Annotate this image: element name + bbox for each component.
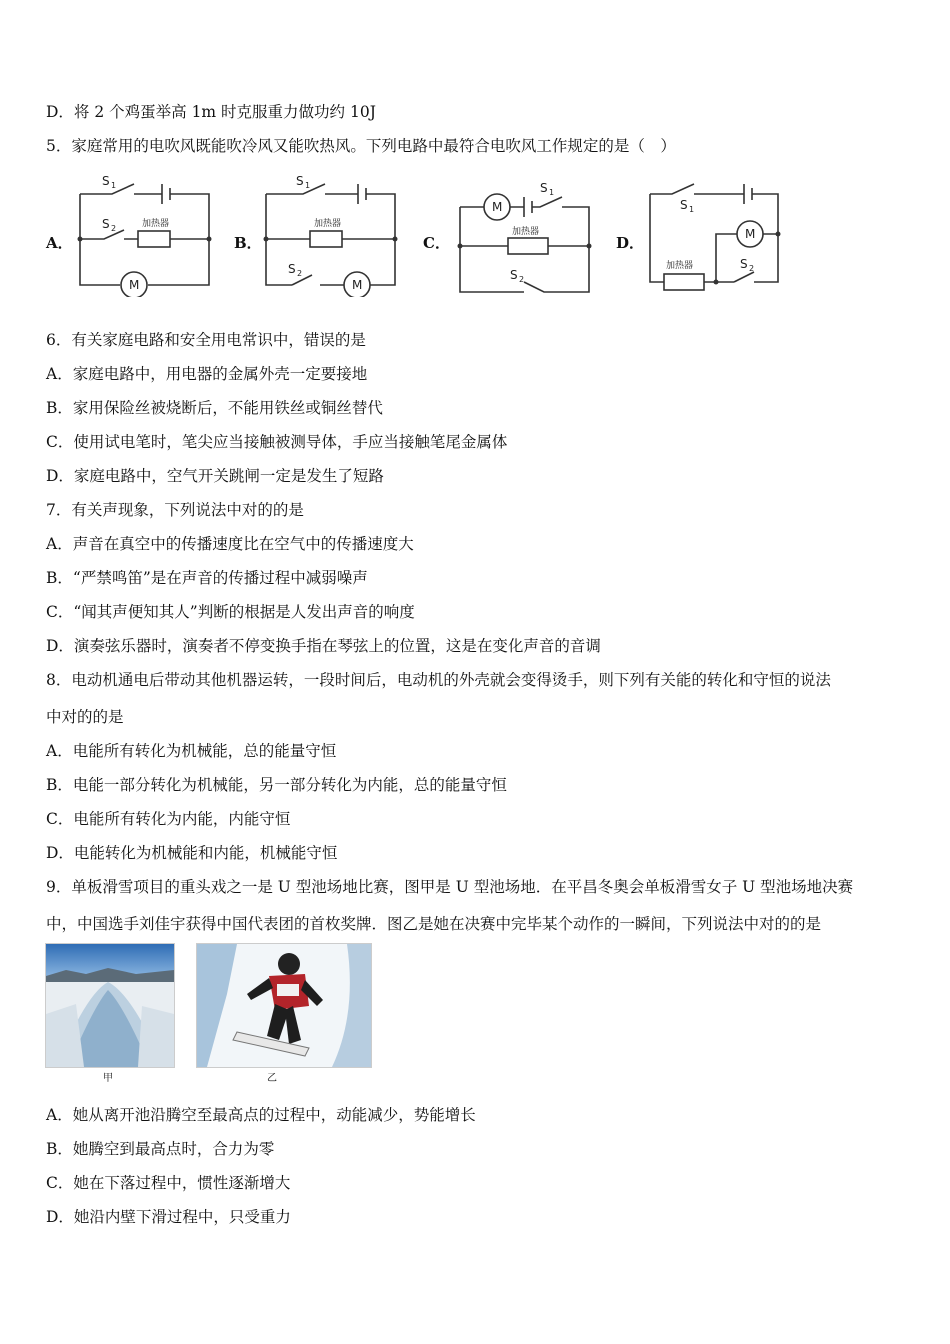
motor-symbol: M xyxy=(492,200,503,214)
switch-s2-label: S xyxy=(288,262,296,276)
q7-option-a: A．声音在真空中的传播速度比在空气中的传播速度大 xyxy=(46,535,414,553)
q8-stem-line2: 中对的的是 xyxy=(46,708,124,726)
switch-s2-label: S xyxy=(102,217,110,231)
q9-option-d: D．她沿内壁下滑过程中，只受重力 xyxy=(46,1208,291,1226)
q7-option-d: D．演奏弦乐器时，演奏者不停变换手指在琴弦上的位置，这是在变化声音的音调 xyxy=(46,637,601,655)
svg-text:2: 2 xyxy=(111,224,117,233)
motor-symbol: M xyxy=(129,278,140,292)
q5-stem: 5．家庭常用的电吹风既能吹冷风又能吹热风。下列电路中最符合电吹风工作规定的是（ ） xyxy=(46,137,676,155)
photo-caption-yi: 乙 xyxy=(267,1073,277,1084)
q7-stem: 7．有关声现象，下列说法中对的的是 xyxy=(46,501,304,519)
switch-s1-label: S xyxy=(680,198,688,212)
q9-option-a: A．她从离开池沿腾空至最高点的过程中，动能减少，势能增长 xyxy=(46,1106,476,1124)
svg-text:2: 2 xyxy=(519,275,525,284)
circuit-a-label: A． xyxy=(46,234,73,252)
q6-option-d: D．家庭电路中，空气开关跳闸一定是发生了短路 xyxy=(46,467,384,485)
q9-stem-line1: 9．单板滑雪项目的重头戏之一是 U 型池场地比赛，图甲是 U 型池场地．在平昌冬奥会单板滑雪女子 U 型池场地决赛 xyxy=(46,878,854,896)
svg-text:1: 1 xyxy=(305,181,311,190)
circuit-diagram-a xyxy=(72,172,217,297)
svg-text:1: 1 xyxy=(549,188,555,197)
svg-text:2: 2 xyxy=(749,264,755,273)
q9-stem-line2: 中，中国选手刘佳宇获得中国代表团的首枚奖牌．图乙是她在决赛中完毕某个动作的一瞬间，下列说法中对的的是 xyxy=(46,915,822,933)
switch-s1-label: S xyxy=(102,174,110,188)
q6-option-c: C．使用试电笔时，笔尖应当接触被测导体，手应当接触笔尾金属体 xyxy=(46,433,508,451)
circuit-b-label: B． xyxy=(234,234,262,252)
halfpipe-photo xyxy=(45,943,175,1068)
q8-option-b: B．电能一部分转化为机械能，另一部分转化为内能，总的能量守恒 xyxy=(46,776,507,794)
q9-option-b: B．她腾空到最高点时，合力为零 xyxy=(46,1140,275,1158)
circuit-diagram-b xyxy=(258,172,403,297)
q9-option-c: C．她在下落过程中，惯性逐渐增大 xyxy=(46,1174,291,1192)
q8-option-a: A．电能所有转化为机械能，总的能量守恒 xyxy=(46,742,337,760)
svg-text:2: 2 xyxy=(297,269,303,278)
circuit-c-label: C． xyxy=(423,234,450,252)
svg-text:1: 1 xyxy=(689,205,695,214)
photo-caption-jia: 甲 xyxy=(103,1073,113,1084)
circuit-d-label: D． xyxy=(616,234,645,252)
q7-option-c: C．“闻其声便知其人”判断的根据是人发出声音的响度 xyxy=(46,603,415,621)
switch-s1-label: S xyxy=(540,181,548,195)
q6-option-b: B．家用保险丝被烧断后，不能用铁丝或铜丝替代 xyxy=(46,399,383,417)
q8-stem-line1: 8．电动机通电后带动其他机器运转，一段时间后，电动机的外壳就会变得烫手，则下列有关能的转化和守恒的说法 xyxy=(46,671,831,689)
switch-s2-label: S xyxy=(510,268,518,282)
circuit-diagram-c xyxy=(452,172,597,297)
q4-option-d: D．将 2 个鸡蛋举高 1m 时克服重力做功约 10J xyxy=(46,103,376,121)
switch-s2-label: S xyxy=(740,257,748,271)
q8-option-d: D．电能转化为机械能和内能，机械能守恒 xyxy=(46,844,338,862)
switch-s1-label: S xyxy=(296,174,304,188)
heater-label: 加热器 xyxy=(512,227,540,237)
snowboarder-photo xyxy=(196,943,372,1068)
motor-symbol: M xyxy=(745,227,756,241)
q8-option-c: C．电能所有转化为内能，内能守恒 xyxy=(46,810,291,828)
circuit-diagram-d xyxy=(644,172,789,297)
heater-label: 加热器 xyxy=(142,219,170,229)
heater-label: 加热器 xyxy=(666,261,694,271)
q7-option-b: B．“严禁鸣笛”是在声音的传播过程中减弱噪声 xyxy=(46,569,368,587)
motor-symbol: M xyxy=(352,278,363,292)
q6-stem: 6．有关家庭电路和安全用电常识中，错误的是 xyxy=(46,331,366,349)
heater-label: 加热器 xyxy=(314,219,342,229)
svg-text:1: 1 xyxy=(111,181,117,190)
q6-option-a: A．家庭电路中，用电器的金属外壳一定要接地 xyxy=(46,365,368,383)
